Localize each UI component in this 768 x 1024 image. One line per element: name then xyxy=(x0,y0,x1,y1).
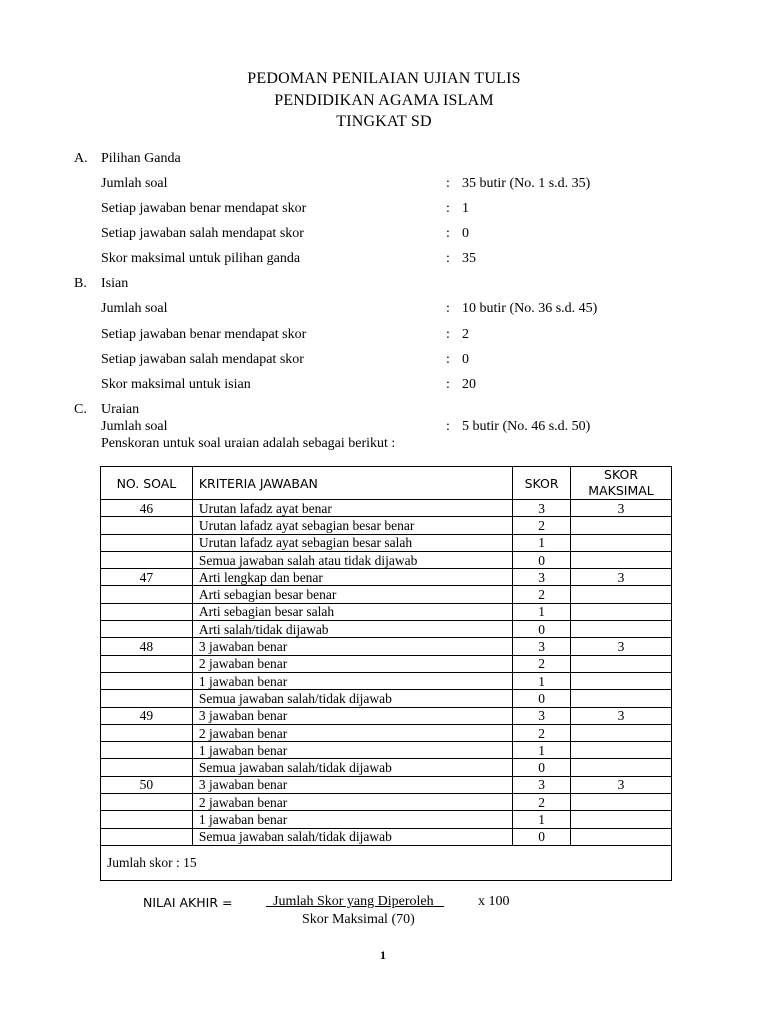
section-a-row-value: 0 xyxy=(462,226,469,241)
cell-skor-maksimal xyxy=(571,759,672,776)
table-row xyxy=(101,811,672,828)
section-b-row-label: Setiap jawaban benar mendapat skor xyxy=(101,327,307,342)
table-row xyxy=(101,672,672,689)
cell-skor: 0 xyxy=(513,690,571,707)
cell-skor: 3 xyxy=(513,707,571,724)
cell-no-soal: 50 xyxy=(101,776,193,793)
cell-skor-maksimal: 3 xyxy=(571,569,672,586)
cell-skor: 0 xyxy=(513,551,571,568)
cell-kriteria: 3 jawaban benar xyxy=(192,638,512,655)
cell-skor: 3 xyxy=(513,638,571,655)
section-a-row-sep: : xyxy=(446,201,450,216)
table-row xyxy=(101,724,672,741)
cell-skor-maksimal xyxy=(571,690,672,707)
table-row xyxy=(101,794,672,811)
table-row xyxy=(101,517,672,534)
cell-skor-maksimal: 3 xyxy=(571,776,672,793)
cell-skor: 2 xyxy=(513,724,571,741)
section-a-letter: A. xyxy=(74,151,88,166)
cell-skor: 0 xyxy=(513,828,571,845)
doc-title-line-3: TINGKAT SD xyxy=(336,113,432,130)
cell-skor: 3 xyxy=(513,776,571,793)
table-row xyxy=(101,690,672,707)
cell-skor-maksimal xyxy=(571,811,672,828)
table-row xyxy=(101,638,672,655)
cell-no-soal xyxy=(101,811,193,828)
cell-kriteria: Urutan lafadz ayat benar xyxy=(192,500,512,517)
cell-no-soal xyxy=(101,586,193,603)
table-row xyxy=(101,742,672,759)
section-c-letter: C. xyxy=(74,402,87,417)
cell-kriteria: Urutan lafadz ayat sebagian besar benar xyxy=(192,517,512,534)
section-a-row-sep: : xyxy=(446,226,450,241)
section-a-title: Pilihan Ganda xyxy=(101,151,181,166)
section-c-jumlah-sep: : xyxy=(446,419,450,434)
cell-no-soal xyxy=(101,603,193,620)
section-a-row-label: Setiap jawaban salah mendapat skor xyxy=(101,226,304,241)
cell-skor-maksimal xyxy=(571,621,672,638)
section-b-row-label: Setiap jawaban salah mendapat skor xyxy=(101,352,304,367)
header-skor-maksimal-line-2: MAKSIMAL xyxy=(588,483,654,498)
cell-no-soal: 46 xyxy=(101,500,193,517)
cell-skor-maksimal xyxy=(571,724,672,741)
table-row xyxy=(101,759,672,776)
section-b-row-sep: : xyxy=(446,352,450,367)
section-c-intro: Penskoran untuk soal uraian adalah sebagai berikut : xyxy=(101,436,396,451)
cell-no-soal: 48 xyxy=(101,638,193,655)
table-row xyxy=(101,621,672,638)
section-b-row-sep: : xyxy=(446,301,450,316)
cell-skor-maksimal xyxy=(571,534,672,551)
section-a-row-value: 35 xyxy=(462,251,476,266)
table-row xyxy=(101,551,672,568)
cell-kriteria: Urutan lafadz ayat sebagian besar salah xyxy=(192,534,512,551)
table-row xyxy=(101,828,672,845)
cell-kriteria: 2 jawaban benar xyxy=(192,724,512,741)
section-b-row-value: 2 xyxy=(462,327,469,342)
table-row xyxy=(101,586,672,603)
cell-kriteria: 2 jawaban benar xyxy=(192,655,512,672)
cell-skor-maksimal: 3 xyxy=(571,638,672,655)
formula-label: NILAI AKHIR = xyxy=(143,895,233,910)
cell-skor: 2 xyxy=(513,586,571,603)
cell-no-soal xyxy=(101,672,193,689)
cell-no-soal xyxy=(101,742,193,759)
table-row xyxy=(101,707,672,724)
doc-title-line-2: PENDIDIKAN AGAMA ISLAM xyxy=(274,92,494,109)
cell-kriteria: Semua jawaban salah/tidak dijawab xyxy=(192,690,512,707)
cell-skor-maksimal xyxy=(571,742,672,759)
section-a-row-sep: : xyxy=(446,176,450,191)
page-number: 1 xyxy=(380,948,386,962)
cell-skor: 2 xyxy=(513,655,571,672)
formula-numerator xyxy=(266,894,444,910)
cell-no-soal xyxy=(101,517,193,534)
criteria-table xyxy=(100,466,672,881)
cell-kriteria: Semua jawaban salah/tidak dijawab xyxy=(192,759,512,776)
section-b-row-value: 0 xyxy=(462,352,469,367)
cell-kriteria: 1 jawaban benar xyxy=(192,742,512,759)
jumlah-skor-total: Jumlah skor : 15 xyxy=(101,845,672,880)
criteria-table-body xyxy=(101,500,672,846)
section-c-jumlah-label: Jumlah soal xyxy=(101,419,168,434)
section-b-row-label: Skor maksimal untuk isian xyxy=(101,377,251,392)
section-b-letter: B. xyxy=(74,276,87,291)
cell-skor: 1 xyxy=(513,603,571,620)
cell-kriteria: Semua jawaban salah/tidak dijawab xyxy=(192,828,512,845)
cell-no-soal xyxy=(101,724,193,741)
cell-no-soal xyxy=(101,621,193,638)
section-a-row-sep: : xyxy=(446,251,450,266)
section-a-row-value: 1 xyxy=(462,201,469,216)
header-skor-maksimal xyxy=(571,467,672,500)
formula-denominator: Skor Maksimal (70) xyxy=(302,912,415,927)
cell-kriteria: 3 jawaban benar xyxy=(192,707,512,724)
cell-skor-maksimal xyxy=(571,794,672,811)
cell-kriteria: 1 jawaban benar xyxy=(192,811,512,828)
table-row xyxy=(101,776,672,793)
cell-kriteria: 3 jawaban benar xyxy=(192,776,512,793)
cell-kriteria: Arti lengkap dan benar xyxy=(192,569,512,586)
cell-skor: 3 xyxy=(513,500,571,517)
section-b-title: Isian xyxy=(101,276,129,291)
cell-skor-maksimal: 3 xyxy=(571,707,672,724)
section-a-row-label: Setiap jawaban benar mendapat skor xyxy=(101,201,307,216)
cell-skor: 3 xyxy=(513,569,571,586)
section-b-row-label: Jumlah soal xyxy=(101,301,168,316)
cell-skor-maksimal xyxy=(571,551,672,568)
table-header-row xyxy=(101,467,672,500)
cell-no-soal xyxy=(101,794,193,811)
cell-skor: 2 xyxy=(513,517,571,534)
cell-kriteria: Arti salah/tidak dijawab xyxy=(192,621,512,638)
cell-skor: 1 xyxy=(513,742,571,759)
cell-no-soal xyxy=(101,551,193,568)
cell-no-soal xyxy=(101,690,193,707)
cell-kriteria: Arti sebagian besar benar xyxy=(192,586,512,603)
formula-numerator-text: Jumlah Skor yang Diperoleh xyxy=(273,894,434,909)
section-b-row-value: 10 butir (No. 36 s.d. 45) xyxy=(462,301,598,316)
section-a-row-label: Skor maksimal untuk pilihan ganda xyxy=(101,251,301,266)
cell-skor-maksimal xyxy=(571,517,672,534)
cell-skor: 1 xyxy=(513,672,571,689)
section-c-jumlah-value: 5 butir (No. 46 s.d. 50) xyxy=(462,419,591,434)
cell-skor-maksimal: 3 xyxy=(571,500,672,517)
cell-no-soal xyxy=(101,655,193,672)
table-footer-row xyxy=(101,845,672,880)
cell-skor: 1 xyxy=(513,534,571,551)
section-c-title: Uraian xyxy=(101,402,140,417)
cell-no-soal xyxy=(101,828,193,845)
cell-kriteria: Semua jawaban salah atau tidak dijawab xyxy=(192,551,512,568)
header-kriteria: KRITERIA JAWABAN xyxy=(192,467,512,500)
cell-no-soal: 47 xyxy=(101,569,193,586)
cell-kriteria: 1 jawaban benar xyxy=(192,672,512,689)
cell-no-soal: 49 xyxy=(101,707,193,724)
section-b-row-sep: : xyxy=(446,377,450,392)
cell-no-soal xyxy=(101,534,193,551)
section-a-row-value: 35 butir (No. 1 s.d. 35) xyxy=(462,176,591,191)
cell-skor-maksimal xyxy=(571,655,672,672)
cell-kriteria: Arti sebagian besar salah xyxy=(192,603,512,620)
cell-skor-maksimal xyxy=(571,603,672,620)
cell-skor-maksimal xyxy=(571,828,672,845)
table-row xyxy=(101,603,672,620)
section-a-row-label: Jumlah soal xyxy=(101,176,168,191)
cell-skor: 1 xyxy=(513,811,571,828)
header-no-soal: NO. SOAL xyxy=(101,467,193,500)
table-row xyxy=(101,534,672,551)
table-row xyxy=(101,500,672,517)
header-skor: SKOR xyxy=(513,467,571,500)
cell-skor: 0 xyxy=(513,621,571,638)
cell-kriteria: 2 jawaban benar xyxy=(192,794,512,811)
cell-skor-maksimal xyxy=(571,672,672,689)
cell-no-soal xyxy=(101,759,193,776)
cell-skor-maksimal xyxy=(571,586,672,603)
cell-skor: 2 xyxy=(513,794,571,811)
section-b-row-sep: : xyxy=(446,327,450,342)
table-row xyxy=(101,655,672,672)
cell-skor: 0 xyxy=(513,759,571,776)
doc-title-line-1: PEDOMAN PENILAIAN UJIAN TULIS xyxy=(247,70,521,87)
section-b-row-value: 20 xyxy=(462,377,476,392)
formula-multiplier: x 100 xyxy=(478,894,510,909)
table-row xyxy=(101,569,672,586)
header-skor-maksimal-line-1: SKOR xyxy=(604,467,639,482)
